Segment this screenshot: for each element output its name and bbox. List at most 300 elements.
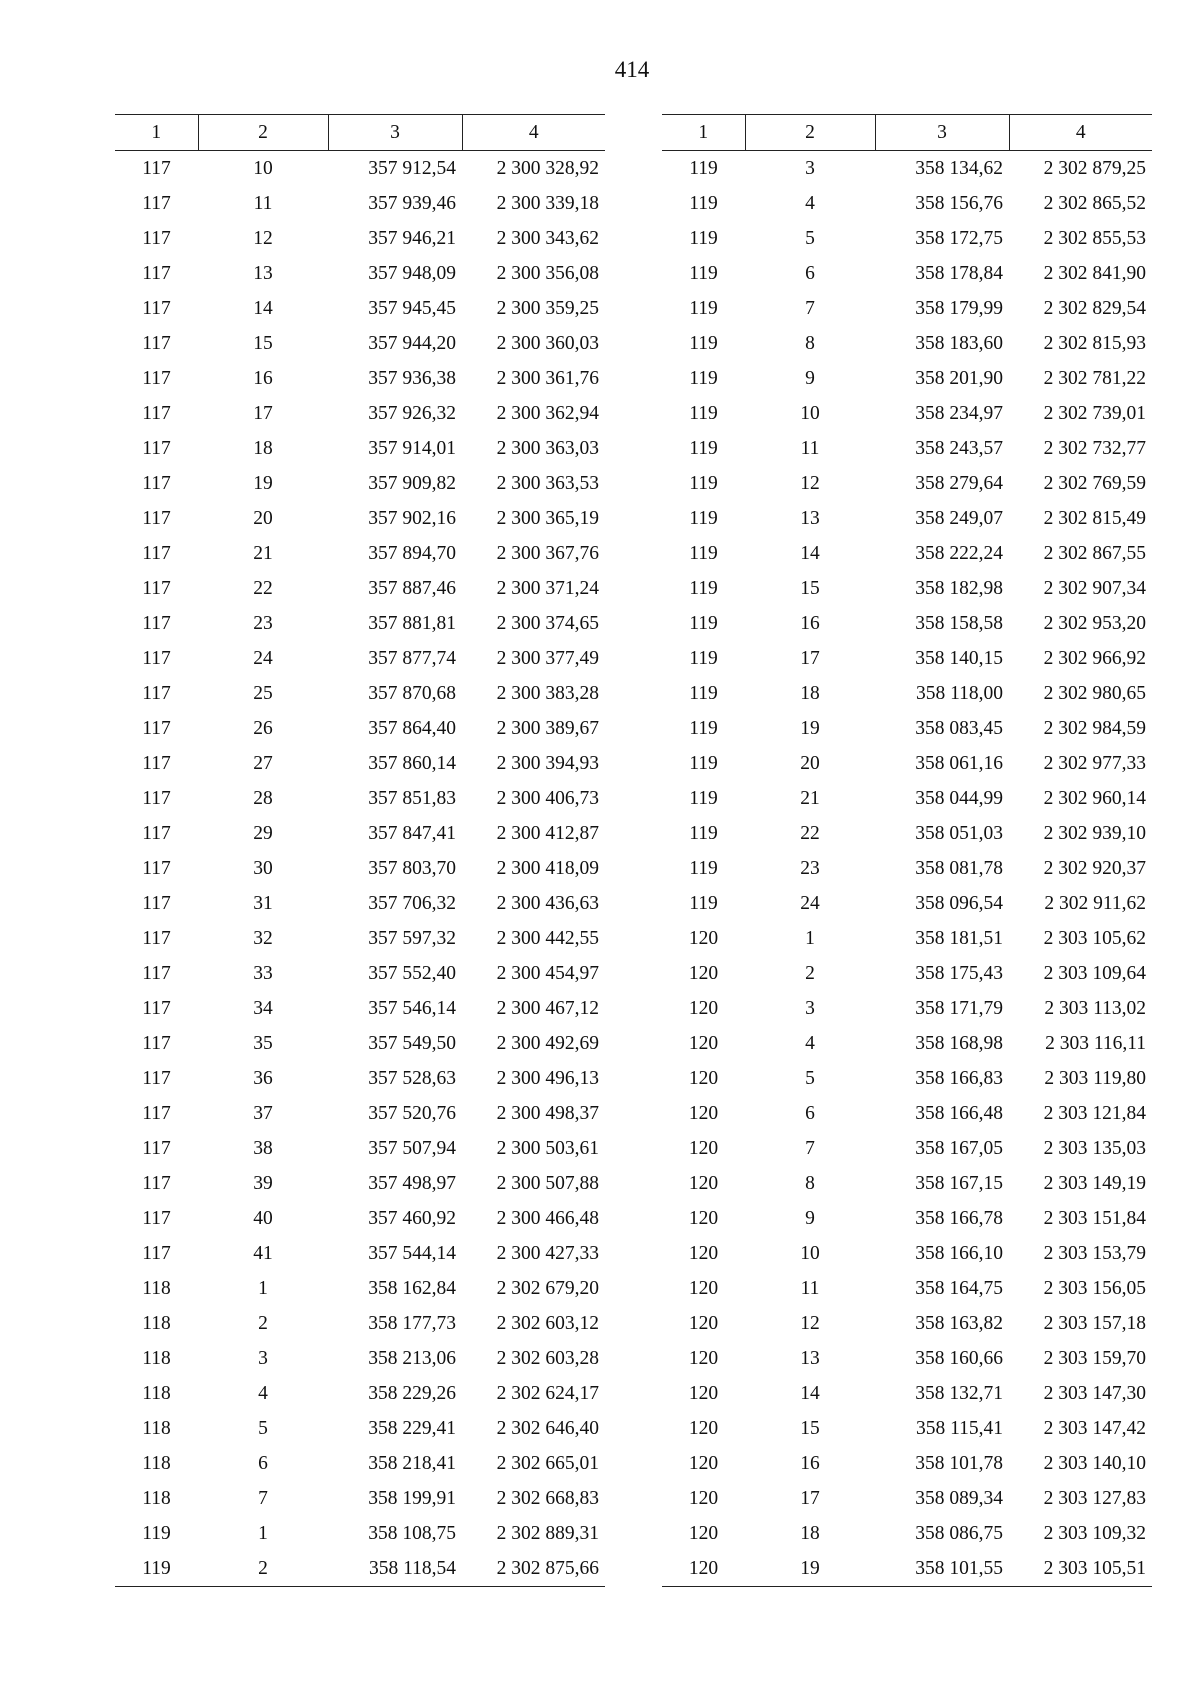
plot-number-cell: 119 [689, 822, 718, 844]
table-row [115, 291, 605, 326]
x-coordinate-cell: 358 167,05 [915, 1137, 1003, 1159]
plot-number-cell: 120 [688, 1172, 719, 1194]
x-coordinate-cell: 358 183,60 [915, 332, 1003, 354]
y-coordinate-cell: 2 300 328,92 [496, 157, 599, 179]
plot-number-cell: 120 [688, 1067, 719, 1089]
point-number-cell: 18 [253, 437, 273, 459]
table-row [115, 886, 605, 921]
table-row [115, 256, 605, 291]
point-number-cell: 39 [253, 1172, 273, 1194]
table-row [662, 1551, 1152, 1587]
point-number-cell: 22 [253, 577, 273, 599]
x-coordinate-cell: 358 158,58 [915, 612, 1003, 634]
x-coordinate-cell: 358 179,99 [915, 297, 1003, 319]
table-row [115, 571, 605, 606]
table-row [662, 1236, 1152, 1271]
x-coordinate-cell: 358 177,73 [368, 1312, 456, 1334]
point-number-cell: 15 [800, 577, 820, 599]
table-row [115, 1026, 605, 1061]
plot-number-cell: 119 [689, 332, 718, 354]
point-number-cell: 3 [258, 1347, 268, 1369]
x-coordinate-cell: 358 181,51 [915, 927, 1003, 949]
plot-number-cell: 120 [688, 997, 719, 1019]
y-coordinate-cell: 2 300 377,49 [496, 647, 599, 669]
point-number-cell: 11 [800, 437, 820, 459]
y-coordinate-cell: 2 302 829,54 [1043, 297, 1146, 319]
y-coordinate-cell: 2 300 492,69 [496, 1032, 599, 1054]
point-number-cell: 7 [805, 297, 815, 319]
plot-number-cell: 120 [688, 962, 719, 984]
y-coordinate-cell: 2 303 135,03 [1043, 1137, 1146, 1159]
y-coordinate-cell: 2 300 442,55 [496, 927, 599, 949]
x-coordinate-cell: 358 051,03 [915, 822, 1003, 844]
x-coordinate-cell: 358 164,75 [915, 1277, 1003, 1299]
x-coordinate-cell: 358 166,83 [915, 1067, 1003, 1089]
table-row [662, 1096, 1152, 1131]
y-coordinate-cell: 2 300 467,12 [496, 997, 599, 1019]
y-coordinate-cell: 2 303 157,18 [1043, 1312, 1146, 1334]
point-number-cell: 10 [800, 1242, 820, 1264]
plot-number-cell: 119 [689, 612, 718, 634]
y-coordinate-cell: 2 303 121,84 [1043, 1102, 1146, 1124]
table-row [662, 186, 1152, 221]
y-coordinate-cell: 2 302 907,34 [1043, 577, 1146, 599]
y-coordinate-cell: 2 300 367,76 [496, 542, 599, 564]
plot-number-cell: 119 [689, 647, 718, 669]
plot-number-cell: 119 [689, 682, 718, 704]
plot-number-cell: 120 [688, 1207, 719, 1229]
table-row [115, 1096, 605, 1131]
plot-number-cell: 119 [689, 717, 718, 739]
column-header-1: 1 [115, 115, 198, 151]
point-number-cell: 14 [800, 1382, 820, 1404]
y-coordinate-cell: 2 300 356,08 [496, 262, 599, 284]
table-row [662, 1411, 1152, 1446]
page-number: 414 [614, 57, 650, 82]
table-row [662, 1516, 1152, 1551]
plot-number-cell: 118 [142, 1277, 171, 1299]
table-row [115, 1271, 605, 1306]
point-number-cell: 3 [805, 157, 815, 179]
plot-number-cell: 117 [142, 192, 171, 214]
point-number-cell: 1 [805, 927, 815, 949]
table-row [115, 1166, 605, 1201]
point-number-cell: 13 [800, 507, 820, 529]
point-number-cell: 19 [745, 1551, 875, 1587]
point-number-cell: 21 [253, 542, 273, 564]
table-row [662, 781, 1152, 816]
x-coordinate-cell: 358 134,62 [915, 157, 1003, 179]
y-coordinate-cell: 2 303 127,83 [1043, 1487, 1146, 1509]
y-coordinate-cell: 2 300 365,19 [496, 507, 599, 529]
table-row [115, 781, 605, 816]
table-row [115, 676, 605, 711]
y-coordinate-cell: 2 300 496,13 [496, 1067, 599, 1089]
table-row [662, 466, 1152, 501]
point-number-cell: 5 [805, 1067, 815, 1089]
y-coordinate-cell: 2 302 867,55 [1043, 542, 1146, 564]
y-coordinate-cell: 2 302 865,52 [1043, 192, 1146, 214]
column-header-3: 3 [875, 115, 1009, 151]
x-coordinate-cell: 358 213,06 [368, 1347, 456, 1369]
table-row [662, 1166, 1152, 1201]
y-coordinate-cell: 2 302 624,17 [496, 1382, 599, 1404]
table-row [662, 221, 1152, 256]
point-number-cell: 18 [800, 682, 820, 704]
point-number-cell: 12 [800, 472, 820, 494]
point-number-cell: 26 [253, 717, 273, 739]
y-coordinate-cell: 2 303 105,51 [1009, 1551, 1152, 1587]
point-number-cell: 38 [253, 1137, 273, 1159]
table-row [115, 536, 605, 571]
x-coordinate-cell: 357 948,09 [368, 262, 456, 284]
table-row [115, 746, 605, 781]
plot-number-cell: 117 [142, 682, 171, 704]
plot-number-cell: 119 [689, 542, 718, 564]
plot-number-cell: 120 [688, 1522, 719, 1544]
point-number-cell: 1 [258, 1277, 268, 1299]
y-coordinate-cell: 2 302 815,49 [1043, 507, 1146, 529]
x-coordinate-cell: 358 115,41 [915, 1417, 1003, 1439]
x-coordinate-cell: 358 229,41 [368, 1417, 456, 1439]
y-coordinate-cell: 2 302 939,10 [1043, 822, 1146, 844]
y-coordinate-cell: 2 302 977,33 [1043, 752, 1146, 774]
x-coordinate-cell: 357 909,82 [368, 472, 456, 494]
y-coordinate-cell: 2 303 109,32 [1043, 1522, 1146, 1544]
column-header-2: 2 [198, 115, 328, 151]
table-row [115, 1131, 605, 1166]
point-number-cell: 14 [253, 297, 273, 319]
point-number-cell: 4 [258, 1382, 268, 1404]
point-number-cell: 6 [805, 262, 815, 284]
y-coordinate-cell: 2 300 362,94 [496, 402, 599, 424]
y-coordinate-cell: 2 300 360,03 [496, 332, 599, 354]
point-number-cell: 11 [800, 1277, 820, 1299]
y-coordinate-cell: 2 300 406,73 [496, 787, 599, 809]
table-row [115, 1411, 605, 1446]
point-number-cell: 17 [800, 1487, 820, 1509]
point-number-cell: 36 [253, 1067, 273, 1089]
x-coordinate-cell: 357 887,46 [368, 577, 456, 599]
point-number-cell: 8 [805, 1172, 815, 1194]
x-coordinate-cell: 358 279,64 [915, 472, 1003, 494]
table-row [662, 1131, 1152, 1166]
plot-number-cell: 119 [115, 1551, 198, 1587]
x-coordinate-cell: 358 108,75 [368, 1522, 456, 1544]
table-row [662, 1201, 1152, 1236]
point-number-cell: 37 [253, 1102, 273, 1124]
point-number-cell: 2 [198, 1551, 328, 1587]
y-coordinate-cell: 2 302 980,65 [1043, 682, 1146, 704]
plot-number-cell: 117 [142, 472, 171, 494]
y-coordinate-cell: 2 302 953,20 [1043, 612, 1146, 634]
point-number-cell: 10 [253, 157, 273, 179]
point-number-cell: 23 [800, 857, 820, 879]
table-row [662, 291, 1152, 326]
x-coordinate-cell: 357 936,38 [368, 367, 456, 389]
y-coordinate-cell: 2 303 153,79 [1043, 1242, 1146, 1264]
x-coordinate-cell: 357 597,32 [368, 927, 456, 949]
y-coordinate-cell: 2 303 151,84 [1043, 1207, 1146, 1229]
point-number-cell: 21 [800, 787, 820, 809]
point-number-cell: 12 [800, 1312, 820, 1334]
table-row [662, 396, 1152, 431]
point-number-cell: 14 [800, 542, 820, 564]
point-number-cell: 5 [258, 1417, 268, 1439]
plot-number-cell: 118 [142, 1382, 171, 1404]
plot-number-cell: 119 [689, 192, 718, 214]
plot-number-cell: 118 [142, 1417, 171, 1439]
y-coordinate-cell: 2 300 454,97 [496, 962, 599, 984]
table-row [662, 711, 1152, 746]
coordinates-table-right [662, 114, 1152, 1587]
y-coordinate-cell: 2 303 149,19 [1043, 1172, 1146, 1194]
y-coordinate-cell: 2 302 739,01 [1043, 402, 1146, 424]
x-coordinate-cell: 357 544,14 [368, 1242, 456, 1264]
x-coordinate-cell: 358 166,78 [915, 1207, 1003, 1229]
point-number-cell: 27 [253, 752, 273, 774]
y-coordinate-cell: 2 302 603,28 [496, 1347, 599, 1369]
x-coordinate-cell: 358 222,24 [915, 542, 1003, 564]
point-number-cell: 23 [253, 612, 273, 634]
table-row [662, 571, 1152, 606]
table-row [662, 1341, 1152, 1376]
point-number-cell: 15 [253, 332, 273, 354]
x-coordinate-cell: 357 877,74 [368, 647, 456, 669]
table-row [115, 466, 605, 501]
x-coordinate-cell: 357 914,01 [368, 437, 456, 459]
x-coordinate-cell: 357 460,92 [368, 1207, 456, 1229]
x-coordinate-cell: 357 520,76 [368, 1102, 456, 1124]
y-coordinate-cell: 2 303 147,42 [1043, 1417, 1146, 1439]
y-coordinate-cell: 2 300 498,37 [496, 1102, 599, 1124]
plot-number-cell: 117 [142, 262, 171, 284]
table-row [115, 851, 605, 886]
x-coordinate-cell: 358 167,15 [915, 1172, 1003, 1194]
x-coordinate-cell: 358 083,45 [915, 717, 1003, 739]
point-number-cell: 12 [253, 227, 273, 249]
x-coordinate-cell: 358 166,10 [915, 1242, 1003, 1264]
point-number-cell: 28 [253, 787, 273, 809]
y-coordinate-cell: 2 302 960,14 [1043, 787, 1146, 809]
y-coordinate-cell: 2 302 781,22 [1043, 367, 1146, 389]
x-coordinate-cell: 358 229,26 [368, 1382, 456, 1404]
plot-number-cell: 119 [689, 367, 718, 389]
table-row [662, 1026, 1152, 1061]
point-number-cell: 9 [805, 367, 815, 389]
table-body-right [662, 151, 1152, 1587]
y-coordinate-cell: 2 302 665,01 [496, 1452, 599, 1474]
plot-number-cell: 119 [689, 752, 718, 774]
plot-number-cell: 119 [689, 227, 718, 249]
table-row [115, 816, 605, 851]
plot-number-cell: 117 [142, 717, 171, 739]
table-body-left [115, 151, 605, 1587]
x-coordinate-cell: 358 140,15 [915, 647, 1003, 669]
y-coordinate-cell: 2 302 603,12 [496, 1312, 599, 1334]
table-row [115, 1341, 605, 1376]
plot-number-cell: 120 [688, 1452, 719, 1474]
y-coordinate-cell: 2 300 507,88 [496, 1172, 599, 1194]
column-header-3: 3 [328, 115, 462, 151]
table-row [662, 151, 1152, 187]
y-coordinate-cell: 2 303 140,10 [1043, 1452, 1146, 1474]
table-row [115, 711, 605, 746]
table-row [662, 536, 1152, 571]
table-row [662, 1481, 1152, 1516]
y-coordinate-cell: 2 300 363,03 [496, 437, 599, 459]
table-row [662, 431, 1152, 466]
point-number-cell: 24 [800, 892, 820, 914]
x-coordinate-cell: 358 243,57 [915, 437, 1003, 459]
table-row [662, 1271, 1152, 1306]
x-coordinate-cell: 357 946,21 [368, 227, 456, 249]
x-coordinate-cell: 358 096,54 [915, 892, 1003, 914]
y-coordinate-cell: 2 302 668,83 [496, 1487, 599, 1509]
column-header-4: 4 [1009, 115, 1152, 151]
x-coordinate-cell: 358 118,00 [915, 682, 1003, 704]
x-coordinate-cell: 358 081,78 [915, 857, 1003, 879]
y-coordinate-cell: 2 300 363,53 [496, 472, 599, 494]
plot-number-cell: 117 [142, 227, 171, 249]
table-row [662, 816, 1152, 851]
y-coordinate-cell: 2 303 119,80 [1044, 1067, 1146, 1089]
x-coordinate-cell: 357 881,81 [368, 612, 456, 634]
x-coordinate-cell: 358 218,41 [368, 1452, 456, 1474]
point-number-cell: 16 [800, 1452, 820, 1474]
y-coordinate-cell: 2 300 466,48 [496, 1207, 599, 1229]
plot-number-cell: 117 [142, 367, 171, 389]
point-number-cell: 16 [253, 367, 273, 389]
point-number-cell: 30 [253, 857, 273, 879]
table-row [662, 991, 1152, 1026]
table-row [115, 606, 605, 641]
table-row [115, 1306, 605, 1341]
x-coordinate-cell: 357 944,20 [368, 332, 456, 354]
x-coordinate-cell: 357 549,50 [368, 1032, 456, 1054]
x-coordinate-cell: 358 132,71 [915, 1382, 1003, 1404]
point-number-cell: 7 [258, 1487, 268, 1509]
y-coordinate-cell: 2 300 436,63 [496, 892, 599, 914]
plot-number-cell: 119 [142, 1522, 171, 1544]
point-number-cell: 20 [253, 507, 273, 529]
point-number-cell: 16 [800, 612, 820, 634]
plot-number-cell: 120 [662, 1551, 745, 1587]
plot-number-cell: 119 [689, 892, 718, 914]
x-coordinate-cell: 357 902,16 [368, 507, 456, 529]
table-row [115, 1551, 605, 1587]
point-number-cell: 1 [258, 1522, 268, 1544]
x-coordinate-cell: 358 199,91 [368, 1487, 456, 1509]
x-coordinate-cell: 357 939,46 [368, 192, 456, 214]
plot-number-cell: 117 [142, 997, 171, 1019]
plot-number-cell: 119 [689, 157, 718, 179]
x-coordinate-cell: 358 044,99 [915, 787, 1003, 809]
point-number-cell: 13 [800, 1347, 820, 1369]
point-number-cell: 19 [253, 472, 273, 494]
table-row [662, 886, 1152, 921]
plot-number-cell: 117 [142, 1102, 171, 1124]
point-number-cell: 2 [258, 1312, 268, 1334]
table-row [115, 956, 605, 991]
table-row [115, 151, 605, 187]
point-number-cell: 13 [253, 262, 273, 284]
y-coordinate-cell: 2 302 815,93 [1043, 332, 1146, 354]
plot-number-cell: 118 [142, 1347, 171, 1369]
x-coordinate-cell: 357 864,40 [368, 717, 456, 739]
table-header-row [662, 115, 1152, 151]
x-coordinate-cell: 358 172,75 [915, 227, 1003, 249]
point-number-cell: 8 [805, 332, 815, 354]
x-coordinate-cell: 358 201,90 [915, 367, 1003, 389]
y-coordinate-cell: 2 300 371,24 [496, 577, 599, 599]
table-row [662, 641, 1152, 676]
table-row [115, 396, 605, 431]
table-row [115, 1201, 605, 1236]
x-coordinate-cell: 357 507,94 [368, 1137, 456, 1159]
table-header-row [115, 115, 605, 151]
plot-number-cell: 117 [142, 892, 171, 914]
plot-number-cell: 117 [142, 787, 171, 809]
plot-number-cell: 118 [142, 1452, 171, 1474]
table-row [115, 921, 605, 956]
plot-number-cell: 117 [142, 157, 171, 179]
y-coordinate-cell: 2 300 503,61 [496, 1137, 599, 1159]
point-number-cell: 4 [805, 192, 815, 214]
point-number-cell: 11 [253, 192, 273, 214]
point-number-cell: 6 [805, 1102, 815, 1124]
x-coordinate-cell: 358 171,79 [915, 997, 1003, 1019]
plot-number-cell: 119 [689, 262, 718, 284]
x-coordinate-cell: 357 926,32 [368, 402, 456, 424]
table-row [115, 431, 605, 466]
plot-number-cell: 117 [142, 752, 171, 774]
y-coordinate-cell: 2 302 732,77 [1043, 437, 1146, 459]
plot-number-cell: 120 [688, 927, 719, 949]
y-coordinate-cell: 2 302 855,53 [1043, 227, 1146, 249]
point-number-cell: 32 [253, 927, 273, 949]
y-coordinate-cell: 2 300 339,18 [496, 192, 599, 214]
table-row [115, 361, 605, 396]
table-row [662, 1306, 1152, 1341]
x-coordinate-cell: 358 089,34 [915, 1487, 1003, 1509]
x-coordinate-cell: 358 061,16 [915, 752, 1003, 774]
x-coordinate-cell: 357 528,63 [368, 1067, 456, 1089]
y-coordinate-cell: 2 300 361,76 [496, 367, 599, 389]
table-row [115, 501, 605, 536]
x-coordinate-cell: 357 870,68 [368, 682, 456, 704]
table-row [662, 746, 1152, 781]
x-coordinate-cell: 358 160,66 [915, 1347, 1003, 1369]
y-coordinate-cell: 2 302 841,90 [1043, 262, 1146, 284]
y-coordinate-cell: 2 303 156,05 [1043, 1277, 1146, 1299]
y-coordinate-cell: 2 302 911,62 [1044, 892, 1146, 914]
plot-number-cell: 117 [142, 297, 171, 319]
table-row [115, 1061, 605, 1096]
coordinates-table-left [115, 114, 605, 1587]
point-number-cell: 6 [258, 1452, 268, 1474]
column-header-1: 1 [662, 115, 745, 151]
plot-number-cell: 120 [688, 1487, 719, 1509]
plot-number-cell: 117 [142, 577, 171, 599]
x-coordinate-cell: 357 498,97 [368, 1172, 456, 1194]
y-coordinate-cell: 2 300 412,87 [496, 822, 599, 844]
plot-number-cell: 120 [688, 1312, 719, 1334]
x-coordinate-cell: 357 546,14 [368, 997, 456, 1019]
y-coordinate-cell: 2 303 116,11 [1045, 1032, 1146, 1054]
point-number-cell: 4 [805, 1032, 815, 1054]
point-number-cell: 34 [253, 997, 273, 1019]
